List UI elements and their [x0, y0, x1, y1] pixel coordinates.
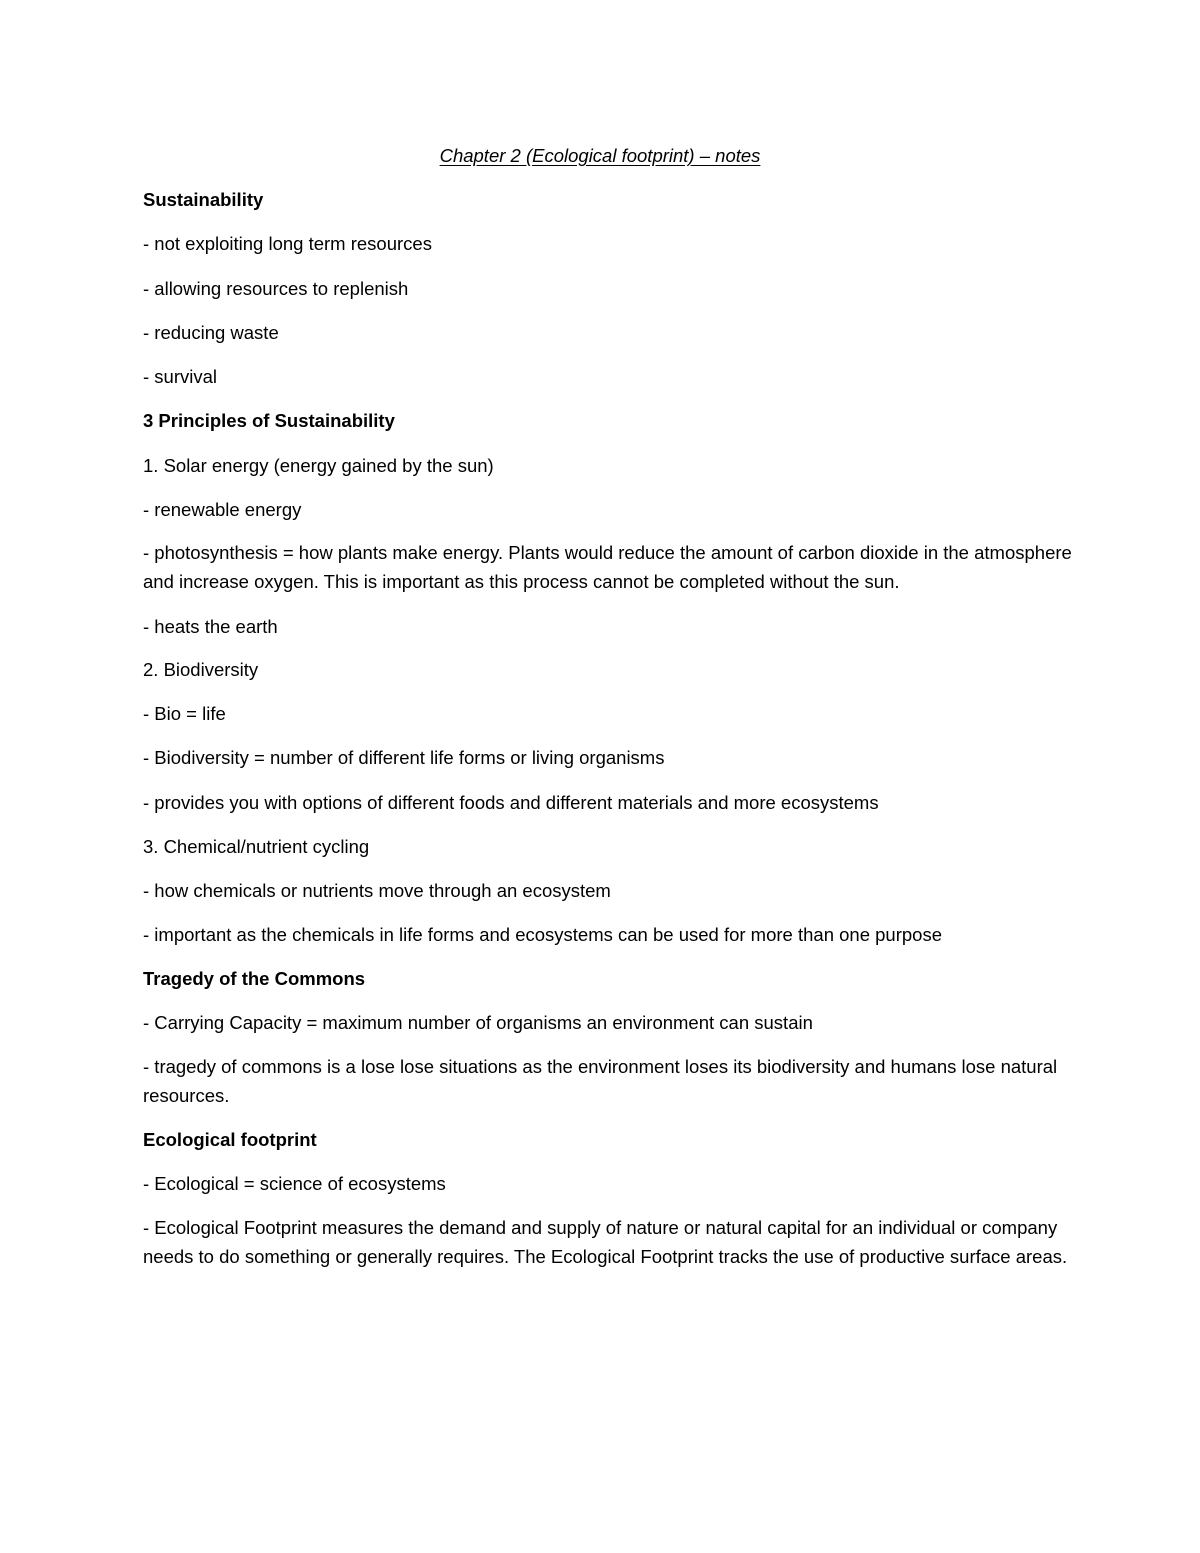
list-item: - Ecological = science of ecosystems: [143, 1173, 446, 1194]
list-item: - important as the chemicals in life forms and ecosystems can be used for more than one purpose: [143, 924, 942, 945]
numbered-item: 2. Biodiversity: [143, 659, 259, 680]
list-item: - Ecological Footprint measures the demand and supply of nature or natural capital for an individual or company needs to do something or generally requires. The Ecological Footprint tracks the use of productive surface areas.: [143, 1217, 1068, 1267]
list-item: - reducing waste: [143, 322, 279, 343]
list-item: - allowing resources to replenish: [143, 278, 409, 299]
numbered-item: 3. Chemical/nutrient cycling: [143, 836, 370, 857]
heading-sustainability: Sustainability: [143, 189, 264, 210]
list-item: - photosynthesis = how plants make energy. Plants would reduce the amount of carbon dioxide in the atmosphere and increase oxygen. This is important as this process cannot be completed without the sun.: [143, 542, 1072, 592]
heading-footprint: Ecological footprint: [143, 1129, 317, 1150]
list-item: - Bio = life: [143, 703, 226, 724]
list-item: - Carrying Capacity = maximum number of organisms an environment can sustain: [143, 1012, 813, 1033]
page-title: Chapter 2 (Ecological footprint) – notes: [439, 145, 761, 166]
list-item: - not exploiting long term resources: [143, 233, 432, 254]
list-item: - renewable energy: [143, 499, 302, 520]
heading-principles: 3 Principles of Sustainability: [143, 410, 395, 431]
list-item: - survival: [143, 366, 218, 387]
heading-tragedy: Tragedy of the Commons: [143, 968, 366, 989]
list-item: - Biodiversity = number of different life forms or living organisms: [143, 747, 665, 768]
list-item: - tragedy of commons is a lose lose situations as the environment loses its biodiversity and humans lose natural resources.: [143, 1056, 1058, 1106]
list-item: - how chemicals or nutrients move through an ecosystem: [143, 880, 611, 901]
list-item: - heats the earth: [143, 616, 278, 637]
list-item: - provides you with options of different foods and different materials and more ecosystems: [143, 792, 879, 813]
numbered-item: 1. Solar energy (energy gained by the sun): [143, 455, 494, 476]
